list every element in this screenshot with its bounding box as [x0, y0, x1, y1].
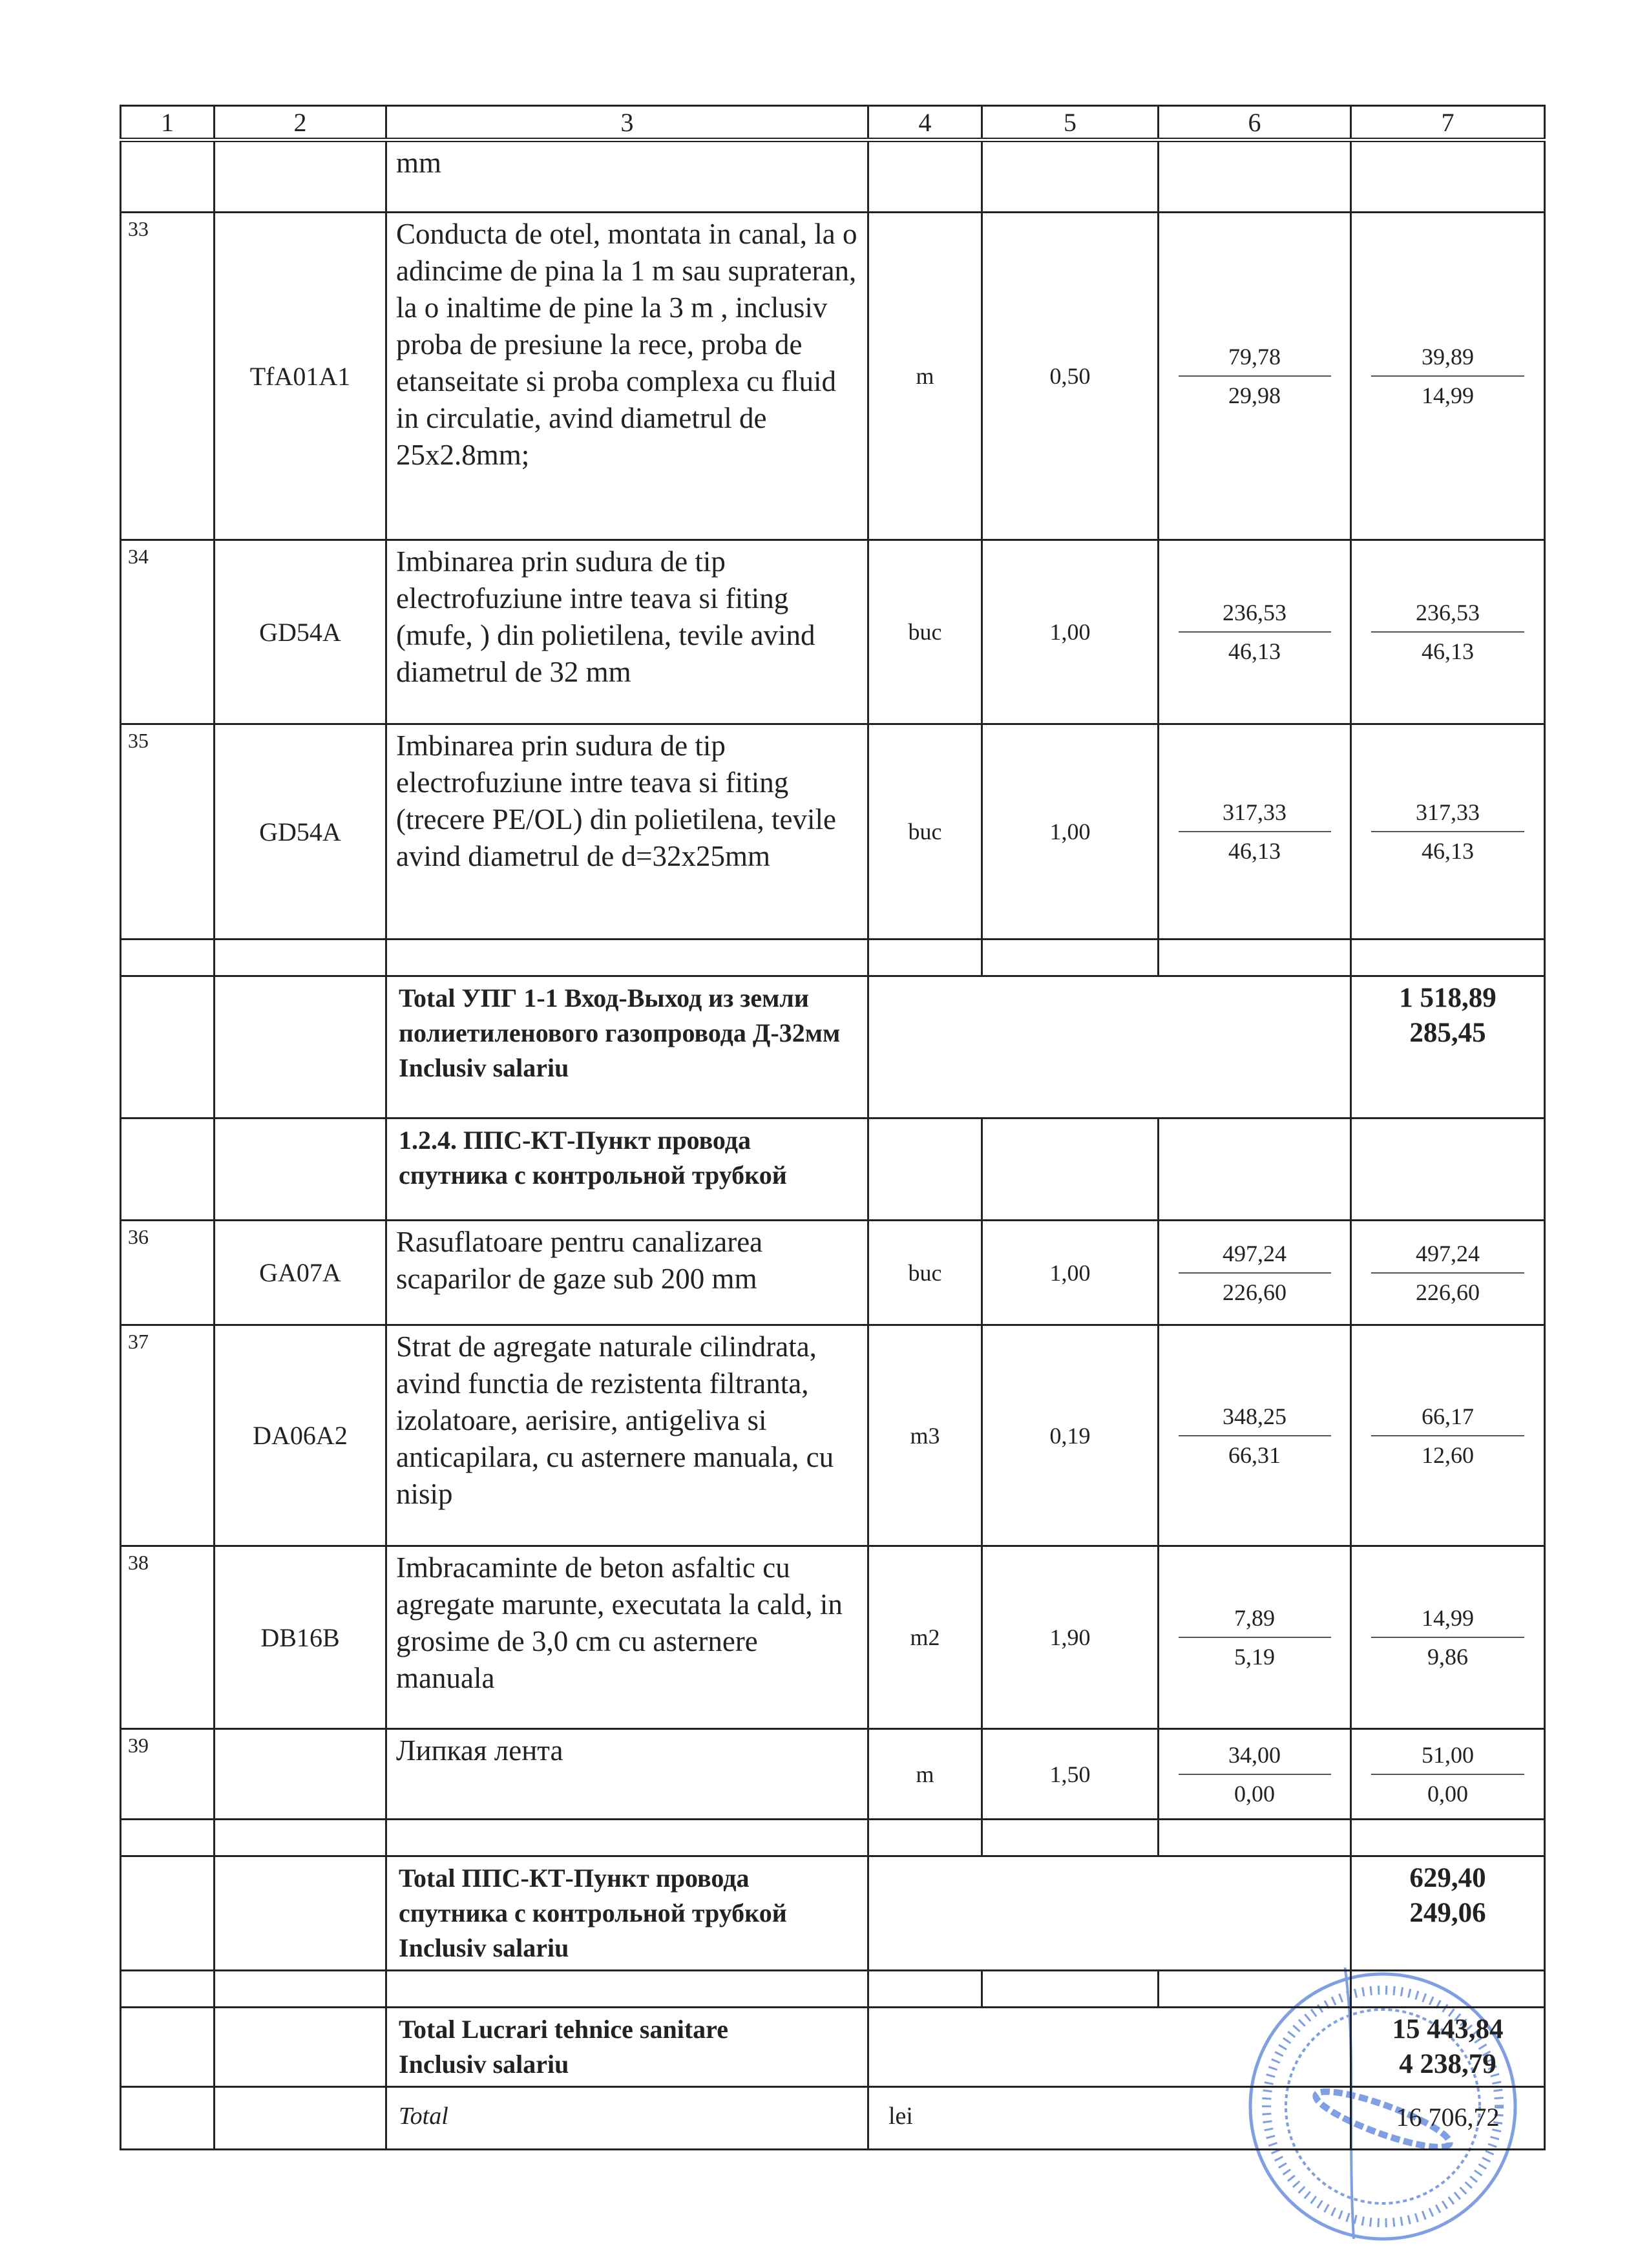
spacer-row	[121, 1971, 1545, 2008]
subtotal-salary: 4 238,79	[1399, 2049, 1497, 2079]
unit-price-salary: 29,98	[1228, 383, 1281, 408]
empty-cell	[386, 940, 868, 976]
unit-price-fraction	[1159, 1235, 1350, 1311]
item-code: GD54A	[215, 724, 386, 940]
empty-cell	[1159, 940, 1351, 976]
empty-cell	[215, 1820, 386, 1856]
item-description: Rasuflatoare pentru canalizarea scaparilor de gaze sub 200 mm	[386, 1221, 868, 1325]
line-total-total: 497,24	[1371, 1235, 1525, 1274]
empty-cell	[1159, 1971, 1351, 2008]
line-total-total: 39,89	[1371, 338, 1525, 377]
col-header: 4	[868, 106, 982, 140]
table-row	[121, 1325, 1545, 1546]
empty-cell	[215, 2008, 386, 2087]
unit-price-salary: 5,19	[1234, 1644, 1275, 1670]
item-code: TfA01A1	[215, 213, 386, 540]
empty-cell	[215, 2087, 386, 2150]
empty-cell	[868, 1971, 982, 2008]
unit-price-cell	[1159, 1221, 1351, 1325]
empty-cell	[121, 2087, 215, 2150]
subtotal-label: Total Lucrari tehnice sanitare	[399, 2015, 728, 2044]
subtotal-row	[121, 976, 1545, 1118]
subtotal-value-cell	[1351, 976, 1545, 1118]
unit-price-fraction	[1159, 594, 1350, 670]
empty-cell	[1351, 940, 1545, 976]
unit: m3	[868, 1325, 982, 1546]
quantity: 1,50	[982, 1729, 1159, 1820]
spacer-row	[121, 940, 1545, 976]
unit-price-cell	[1159, 1325, 1351, 1546]
item-description: mm	[386, 140, 868, 213]
unit-price-fraction	[1159, 1599, 1350, 1675]
table-row	[121, 1729, 1545, 1820]
unit: buc	[868, 1221, 982, 1325]
subtotal-label: Total ППС-КТ-Пункт провода спутника с контрольной трубкой	[399, 1864, 787, 1927]
table-row	[121, 1221, 1545, 1325]
empty-cell	[982, 1971, 1159, 2008]
grand-total-label: Total	[386, 2087, 868, 2150]
quantity: 1,00	[982, 540, 1159, 724]
line-total-salary: 46,13	[1422, 638, 1474, 664]
line-total-cell	[1351, 1729, 1545, 1820]
item-description: Imbinarea prin sudura de tip electrofuziune intre teava si fiting (trecere PE/OL) din polietilena, tevile avind diametrul de d=32x25mm	[386, 724, 868, 940]
section-title: 1.2.4. ППС-КТ-Пункт провода спутника с контрольной трубкой	[386, 1118, 868, 1221]
subtotal-label-cell	[386, 976, 868, 1118]
unit-price-cell	[1159, 724, 1351, 940]
line-total-fraction	[1352, 338, 1544, 414]
subtotal-value-cell	[1351, 1856, 1545, 1971]
row-number: 38	[121, 1546, 215, 1729]
empty-cell	[982, 940, 1159, 976]
line-total-fraction	[1352, 1398, 1544, 1474]
line-total-fraction	[1352, 1599, 1544, 1675]
empty-cell	[121, 976, 215, 1118]
section-row	[121, 1118, 1545, 1221]
unit-price-cell	[1159, 213, 1351, 540]
subtotal-sub: Inclusiv salariu	[399, 1933, 569, 1962]
estimate-table	[120, 105, 1546, 2150]
empty-cell	[982, 1820, 1159, 1856]
unit-price-total: 34,00	[1179, 1736, 1331, 1775]
quantity: 1,00	[982, 724, 1159, 940]
unit-price-total: 236,53	[1179, 594, 1331, 633]
empty-cell	[121, 1820, 215, 1856]
unit-price-total: 79,78	[1179, 338, 1331, 377]
empty-cell	[868, 1820, 982, 1856]
line-total-salary: 9,86	[1427, 1644, 1468, 1670]
empty-cell	[121, 1118, 215, 1221]
empty-cell	[215, 1856, 386, 1971]
empty-cell	[121, 140, 215, 213]
quantity: 0,19	[982, 1325, 1159, 1546]
line-total-salary: 12,60	[1422, 1442, 1474, 1468]
grand-total-value: 16 706,72	[1351, 2087, 1545, 2150]
row-number: 39	[121, 1729, 215, 1820]
unit-price-salary: 66,31	[1228, 1442, 1281, 1468]
unit: m	[868, 1729, 982, 1820]
line-total-cell	[1351, 724, 1545, 940]
empty-cell	[868, 1856, 1351, 1971]
subtotal-label-cell	[386, 1856, 868, 1971]
item-description: Imbracaminte de beton asfaltic cu agregate marunte, executata la cald, in grosime de 3,0 cm cu asternere manuala	[386, 1546, 868, 1729]
spacer-row	[121, 1820, 1545, 1856]
empty-cell	[1351, 1118, 1545, 1221]
col-header: 7	[1351, 106, 1545, 140]
item-code: GD54A	[215, 540, 386, 724]
subtotal-sub: Inclusiv salariu	[399, 1053, 569, 1082]
col-header: 6	[1159, 106, 1351, 140]
empty-cell	[1351, 1820, 1545, 1856]
row-number: 36	[121, 1221, 215, 1325]
line-total-total: 236,53	[1371, 594, 1525, 633]
line-total-total: 51,00	[1371, 1736, 1525, 1775]
unit-price-cell	[1159, 1729, 1351, 1820]
unit-price-salary: 226,60	[1223, 1279, 1287, 1305]
col-header: 2	[215, 106, 386, 140]
continuation-row	[121, 140, 1545, 213]
subtotal-label: Total УПГ 1-1 Вход-Выход из земли полиетиленового газопровода Д-32мм	[399, 983, 841, 1047]
row-number: 34	[121, 540, 215, 724]
unit-price-salary: 46,13	[1228, 638, 1281, 664]
unit-price-salary: 46,13	[1228, 838, 1281, 864]
unit-price-total: 348,25	[1179, 1398, 1331, 1436]
empty-cell	[1159, 1118, 1351, 1221]
unit: m	[868, 213, 982, 540]
empty-cell	[1159, 140, 1351, 213]
header-row	[121, 106, 1545, 140]
subtotal-value: 629,40	[1409, 1863, 1486, 1893]
subtotal-row	[121, 1856, 1545, 1971]
subtotal-row	[121, 2008, 1545, 2087]
currency: lei	[868, 2087, 1351, 2150]
empty-cell	[868, 976, 1351, 1118]
empty-cell	[1351, 1971, 1545, 2008]
subtotal-value-cell	[1351, 2008, 1545, 2087]
empty-cell	[121, 1856, 215, 1971]
empty-cell	[215, 1971, 386, 2008]
line-total-cell	[1351, 1546, 1545, 1729]
line-total-salary: 226,60	[1416, 1279, 1480, 1305]
empty-cell	[982, 1118, 1159, 1221]
line-total-total: 14,99	[1371, 1599, 1525, 1638]
empty-cell	[868, 940, 982, 976]
table-row	[121, 213, 1545, 540]
empty-cell	[215, 976, 386, 1118]
unit: buc	[868, 724, 982, 940]
unit-price-total: 497,24	[1179, 1235, 1331, 1274]
empty-cell	[1351, 140, 1545, 213]
subtotal-salary: 249,06	[1409, 1898, 1486, 1928]
unit: m2	[868, 1546, 982, 1729]
empty-cell	[982, 140, 1159, 213]
line-total-total: 66,17	[1371, 1398, 1525, 1436]
unit-price-fraction	[1159, 793, 1350, 870]
line-total-cell	[1351, 1325, 1545, 1546]
empty-cell	[215, 1118, 386, 1221]
row-number: 37	[121, 1325, 215, 1546]
col-header: 1	[121, 106, 215, 140]
quantity: 1,90	[982, 1546, 1159, 1729]
line-total-cell	[1351, 540, 1545, 724]
empty-cell	[121, 2008, 215, 2087]
col-header: 3	[386, 106, 868, 140]
unit-price-fraction	[1159, 1736, 1350, 1812]
line-total-salary: 0,00	[1427, 1780, 1468, 1807]
line-total-fraction	[1352, 1235, 1544, 1311]
empty-cell	[215, 140, 386, 213]
empty-cell	[121, 1971, 215, 2008]
empty-cell	[386, 1820, 868, 1856]
unit: buc	[868, 540, 982, 724]
empty-cell	[215, 940, 386, 976]
item-code: DB16B	[215, 1546, 386, 1729]
line-total-fraction	[1352, 793, 1544, 870]
subtotal-value: 1 518,89	[1399, 983, 1497, 1013]
line-total-cell	[1351, 213, 1545, 540]
empty-cell	[868, 1118, 982, 1221]
unit-price-fraction	[1159, 338, 1350, 414]
item-description: Strat de agregate naturale cilindrata, avind functia de rezistenta filtranta, izolatoare, aerisire, antigeliva si anticapilara, cu asternere manuala, cu nisip	[386, 1325, 868, 1546]
subtotal-sub: Inclusiv salariu	[399, 2050, 569, 2079]
line-total-fraction	[1352, 594, 1544, 670]
row-number: 33	[121, 213, 215, 540]
col-header: 5	[982, 106, 1159, 140]
line-total-cell	[1351, 1221, 1545, 1325]
line-total-salary: 46,13	[1422, 838, 1474, 864]
item-code	[215, 1729, 386, 1820]
item-description: Conducta de otel, montata in canal, la o adincime de pina la 1 m sau suprateran, la o inaltime de pine la 3 m , inclusiv proba de presiune la rece, proba de etanseitate si proba complexa cu fluid in circulatie, avind diametrul de 25x2.8mm;	[386, 213, 868, 540]
unit-price-salary: 0,00	[1234, 1780, 1275, 1807]
unit-price-total: 317,33	[1179, 793, 1331, 832]
empty-cell	[1159, 1820, 1351, 1856]
unit-price-cell	[1159, 1546, 1351, 1729]
item-description: Imbinarea prin sudura de tip electrofuziune intre teava si fiting (mufe, ) din polietilena, tevile avind diametrul de 32 mm	[386, 540, 868, 724]
subtotal-label-cell	[386, 2008, 868, 2087]
row-number: 35	[121, 724, 215, 940]
empty-cell	[121, 940, 215, 976]
subtotal-salary: 285,45	[1409, 1018, 1486, 1048]
line-total-salary: 14,99	[1422, 383, 1474, 408]
empty-cell	[868, 140, 982, 213]
unit-price-fraction	[1159, 1398, 1350, 1474]
quantity: 1,00	[982, 1221, 1159, 1325]
line-total-total: 317,33	[1371, 793, 1525, 832]
line-total-fraction	[1352, 1736, 1544, 1812]
item-code: DA06A2	[215, 1325, 386, 1546]
grand-total-row	[121, 2087, 1545, 2150]
table-row	[121, 724, 1545, 940]
subtotal-value: 15 443,84	[1392, 2014, 1504, 2044]
table-row	[121, 1546, 1545, 1729]
empty-cell	[868, 2008, 1351, 2087]
empty-cell	[386, 1971, 868, 2008]
item-description: Липкая лента	[386, 1729, 868, 1820]
unit-price-cell	[1159, 540, 1351, 724]
table-row	[121, 540, 1545, 724]
unit-price-total: 7,89	[1179, 1599, 1331, 1638]
item-code: GA07A	[215, 1221, 386, 1325]
quantity: 0,50	[982, 213, 1159, 540]
